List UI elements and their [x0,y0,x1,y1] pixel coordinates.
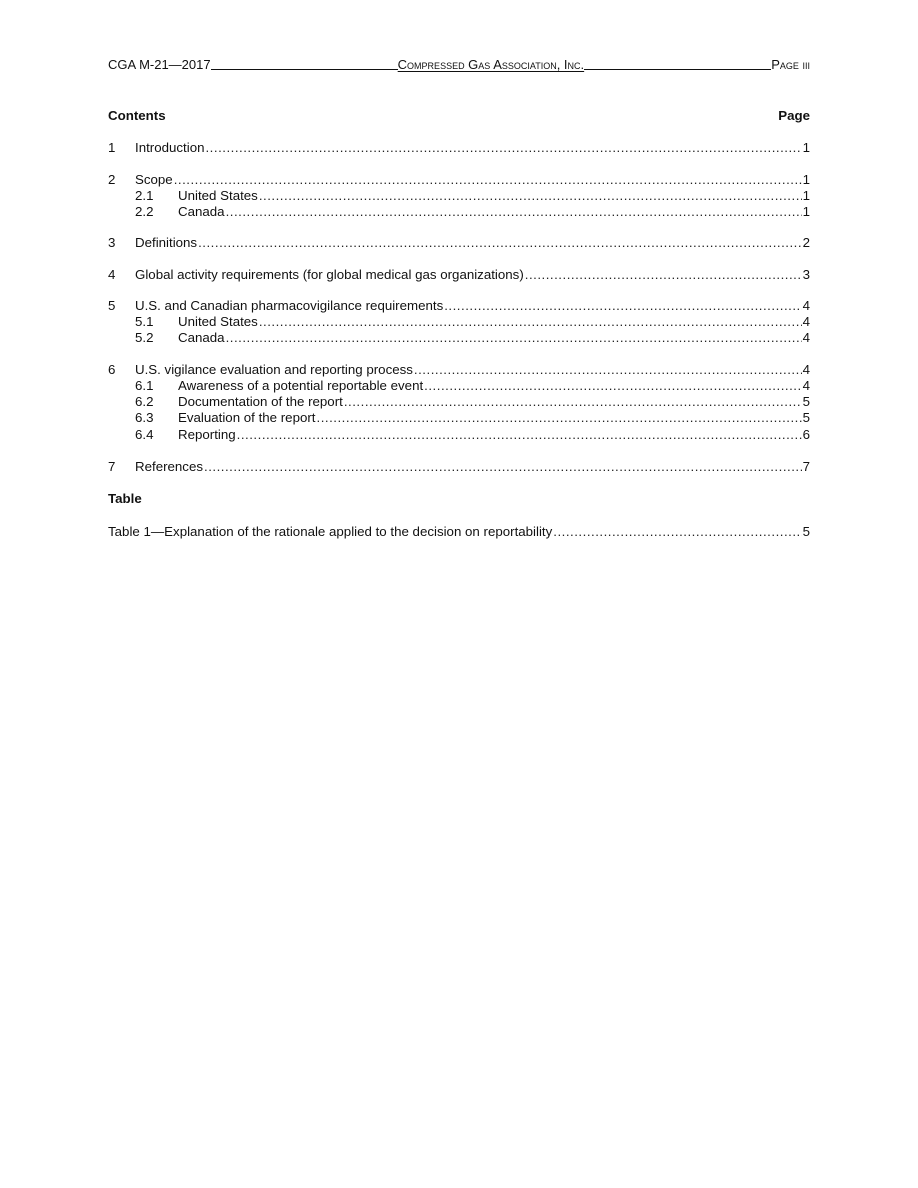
toc-page: 2 [802,235,810,250]
dot-leader [553,524,801,540]
toc-page: 4 [802,362,810,377]
toc-title: Global activity requirements (for global medical gas organizations) [135,267,524,282]
toc-number: 6.4 [135,427,154,442]
toc-entry-2-2[interactable] [108,204,810,220]
toc-page: 4 [802,330,810,345]
dot-leader [226,204,802,220]
contents-title: Contents [108,108,166,123]
dot-leader [226,330,802,346]
toc-entry-3[interactable] [108,235,810,251]
toc-number: 2 [108,172,116,187]
dot-leader [414,362,802,378]
toc-page: 7 [802,459,810,474]
running-header [108,54,810,72]
dot-leader [317,410,802,426]
toc-page: 4 [802,378,810,393]
toc-number: 4 [108,267,116,282]
toc-title: Evaluation of the report [178,410,316,425]
toc-page: 5 [802,394,810,409]
header-rule-left [211,55,398,70]
dot-leader [174,172,802,188]
header-page-number: Page iii [771,57,811,72]
toc-title: Awareness of a potential reportable event [178,378,424,393]
toc-number: 7 [108,459,116,474]
toc-title: Definitions [135,235,198,250]
toc-entry-6-3[interactable] [108,410,810,426]
table-entry-page: 5 [802,524,810,539]
dot-leader [344,394,802,410]
toc-page: 1 [802,188,810,203]
toc-title: Canada [178,204,225,219]
toc-page: 1 [802,172,810,187]
header-document-id: CGA M-21—2017 [108,57,211,72]
toc-title: Scope [135,172,173,187]
toc-number: 5 [108,298,116,313]
contents-page-label: Page [778,108,810,123]
toc-entry-4[interactable] [108,267,810,283]
table-entry-1[interactable] [108,524,810,540]
toc-entry-7[interactable] [108,459,810,475]
toc-number: 6.3 [135,410,154,425]
toc-entry-2[interactable] [108,172,810,188]
toc-entry-6-2[interactable] [108,394,810,410]
table-list-title: Table [108,491,142,506]
toc-title: References [135,459,203,474]
toc-entry-1[interactable] [108,140,810,156]
table-entry-title: Table 1—Explanation of the rationale applied to the decision on reportability [108,524,553,539]
toc-page: 6 [802,427,810,442]
toc-number: 5.2 [135,330,154,345]
toc-title: Reporting [178,427,236,442]
toc-entry-2-1[interactable] [108,188,810,204]
dot-leader [259,314,802,330]
toc-entry-6-4[interactable] [108,427,810,443]
toc-number: 3 [108,235,116,250]
toc-title: Introduction [135,140,205,155]
toc-number: 5.1 [135,314,154,329]
dot-leader [424,378,801,394]
toc-title: U.S. and Canadian pharmacovigilance requirements [135,298,444,313]
dot-leader [525,267,802,283]
toc-number: 6 [108,362,116,377]
dot-leader [444,298,801,314]
toc-title: United States [178,188,258,203]
dot-leader [205,140,801,156]
toc-entry-6-1[interactable] [108,378,810,394]
header-rule-right [584,55,771,70]
dot-leader [237,427,802,443]
dot-leader [259,188,802,204]
toc-title: United States [178,314,258,329]
toc-number: 2.1 [135,188,154,203]
toc-page: 1 [802,140,810,155]
toc-number: 6.2 [135,394,154,409]
toc-entry-5[interactable] [108,298,810,314]
toc-entry-5-2[interactable] [108,330,810,346]
toc-page: 1 [802,204,810,219]
toc-number: 2.2 [135,204,154,219]
contents-heading [108,108,810,123]
toc-page: 4 [802,298,810,313]
table-heading [108,491,810,506]
toc-page: 3 [802,267,810,282]
toc-number: 6.1 [135,378,154,393]
toc-number: 1 [108,140,116,155]
toc-title: Documentation of the report [178,394,343,409]
toc-page: 5 [802,410,810,425]
toc-title: U.S. vigilance evaluation and reporting process [135,362,413,377]
toc-entry-5-1[interactable] [108,314,810,330]
toc-title: Canada [178,330,225,345]
dot-leader [198,235,802,251]
toc-page: 4 [802,314,810,329]
dot-leader [204,459,802,475]
header-organization: Compressed Gas Association, Inc. [397,57,585,72]
toc-entry-6[interactable] [108,362,810,378]
